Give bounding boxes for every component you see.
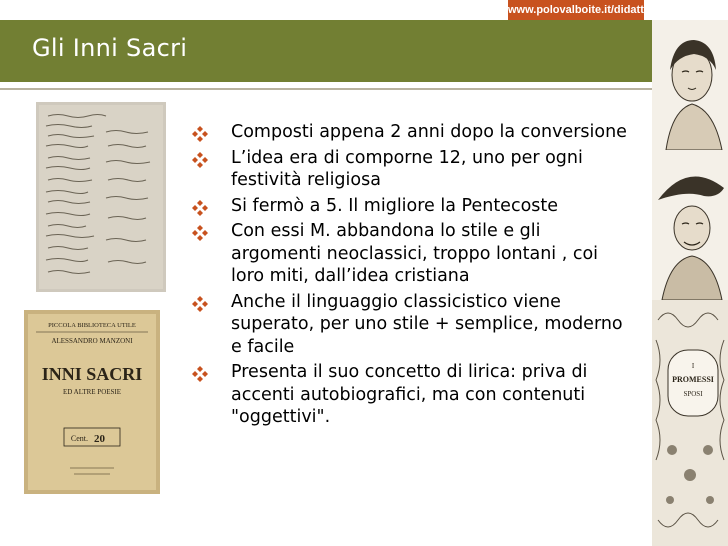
- bullet-text: Composti appena 2 anni dopo la conversione: [231, 122, 627, 142]
- bullet-item: [191, 220, 636, 288]
- bullet-text: Presenta il suo concetto di lirica: priva di accenti autobiografici, ma con contenuti "oggettivi".: [231, 362, 588, 427]
- bullet-item: [191, 291, 636, 359]
- slide-title: Gli Inni Sacri: [32, 34, 188, 62]
- bullet-item: [191, 361, 636, 429]
- title-divider: [0, 88, 652, 90]
- book-series: PICCOLA BIBLIOTECA UTILE: [48, 322, 136, 329]
- bullet-list: [191, 121, 636, 432]
- bullet-text: Si fermò a 5. Il migliore la Pentecoste: [231, 195, 559, 216]
- book-author: ALESSANDRO MANZONI: [51, 337, 133, 345]
- cavalier-portrait-illustration: [652, 150, 728, 300]
- side-book-line3: SPOSI: [683, 390, 703, 398]
- side-book-line2: PROMESSI: [672, 375, 714, 384]
- diamond-bullet-icon: [191, 199, 209, 217]
- diamond-bullet-icon: [191, 295, 209, 313]
- bullet-item: [191, 147, 636, 192]
- side-book-line1: I: [691, 362, 695, 370]
- diamond-bullet-icon: [191, 151, 209, 169]
- book-cover-image: [24, 310, 160, 494]
- bullet-text: L’idea era di comporne 12, uno per ogni festività religiosa: [231, 147, 583, 190]
- illustration-strip: [652, 20, 728, 546]
- diamond-bullet-icon: [191, 224, 209, 242]
- promessi-sposi-cover-illustration: [652, 300, 728, 546]
- bullet-item: [191, 121, 636, 144]
- book-price-label: Cent.: [70, 434, 88, 443]
- diamond-bullet-icon: [191, 125, 209, 143]
- book-subtitle: ED ALTRE POESIE: [62, 388, 122, 396]
- source-url-tag[interactable]: www.polovalboite.it/didattica.htm: [508, 0, 644, 20]
- woman-portrait-illustration: [652, 20, 728, 150]
- bullet-text: Anche il linguaggio classicistico viene superato, per uno stile + semplice, moderno e facile: [231, 291, 623, 357]
- bullet-text: Con essi M. abbandona lo stile e gli argomenti neoclassici, troppo lontani , coi loro miti, dall’idea cristiana: [231, 221, 599, 286]
- book-title: INNI SACRI: [41, 364, 143, 384]
- bullet-item: [191, 195, 636, 218]
- book-price: 20: [94, 433, 105, 445]
- manuscript-image: [36, 102, 166, 292]
- diamond-bullet-icon: [191, 365, 209, 383]
